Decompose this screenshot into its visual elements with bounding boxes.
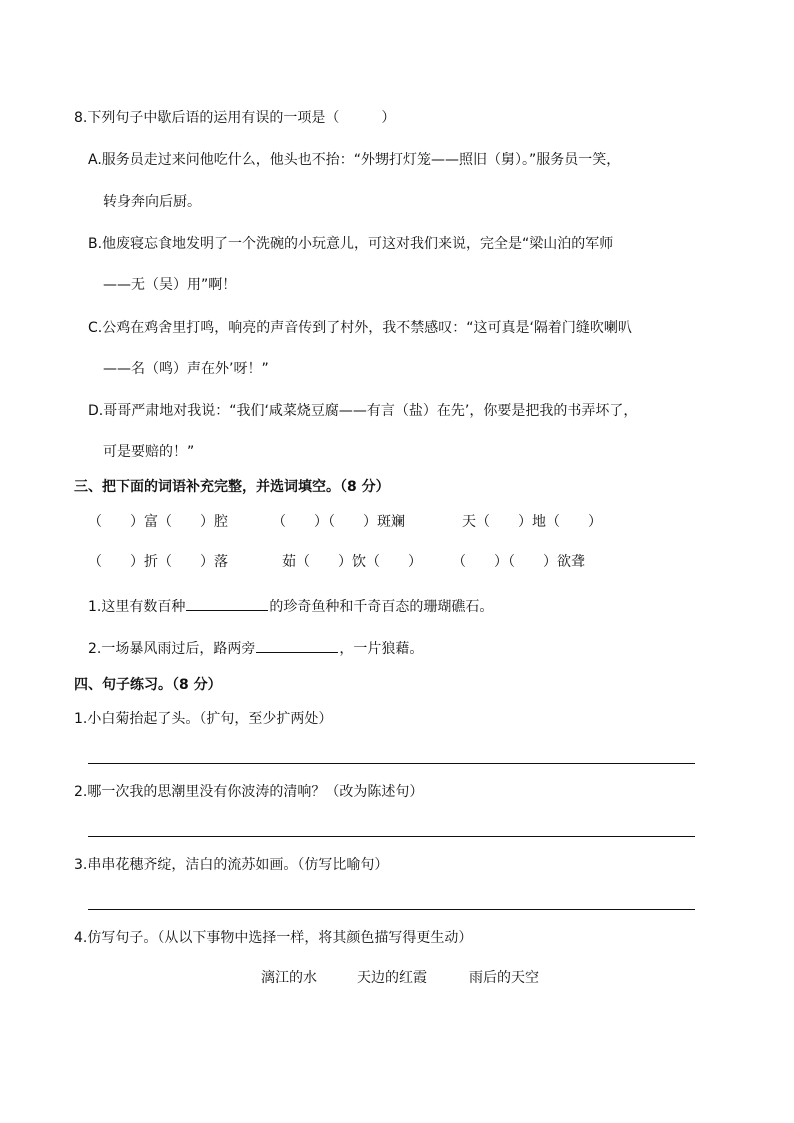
fill-blank-2[interactable] [256, 638, 338, 653]
option-lijiang-water: 漓江的水 [261, 970, 317, 986]
option-b-line2: ——无（吴）用”啊！ [103, 277, 237, 293]
fill-sentence-2-suffix: ，一片狼藉。 [339, 641, 424, 657]
word-blank-5: 茹（ ）饮（ ） [282, 554, 422, 570]
fill-blank-1[interactable] [186, 596, 268, 611]
exercise-1-answer-line[interactable] [88, 763, 695, 764]
exercise-1-prompt: 1.小白菊抬起了头。（扩句，至少扩两处） [74, 711, 333, 727]
exercise-4-prompt: 4.仿写句子。（从以下事物中选择一样，将其颜色描写得更生动） [74, 930, 473, 946]
section-3-title: 三、把下面的词语补充完整，并选词填空。（8 分） [74, 479, 390, 495]
word-blank-4: （ ）折（ ）落 [88, 554, 228, 570]
option-b-line1: B.他废寝忘食地发明了一个洗碗的小玩意儿，可这对我们来说，完全是“梁山泊的军师 [88, 236, 614, 252]
exercise-3-prompt: 3.串串花穗齐绽，洁白的流苏如画。（仿写比喻句） [74, 857, 389, 873]
fill-sentence-1-prefix: 这里有数百种 [101, 599, 186, 615]
exercise-2-answer-line[interactable] [88, 836, 695, 837]
word-blank-2: （ ）（ ）斑斓 [272, 514, 405, 530]
option-c-line2: ——名（鸣）声在外’呀！” [103, 361, 269, 377]
option-d-line1: D.哥哥严肃地对我说：“我们‘咸菜烧豆腐——有言（盐）在先’，你要是把我的书弄坏了， [88, 403, 638, 419]
exercise-3-answer-line[interactable] [88, 909, 695, 910]
option-c-line1: C.公鸡在鸡舍里打鸣，响亮的声音传到了村外，我不禁感叹：“这可真是‘隔着门缝吹喇叭 [88, 320, 632, 336]
exercise-2-prompt: 2.哪一次我的思潮里没有你波涛的清响？（改为陈述句） [74, 784, 424, 800]
fill-sentence-1 [88, 596, 493, 617]
fill-sentence-1-suffix: 的珍奇鱼种和千奇百态的珊瑚礁石。 [269, 599, 494, 615]
fill-sentence-1-number: 1. [88, 599, 102, 615]
option-a-line1: A.服务员走过来问他吃什么，他头也不抬：“外甥打灯笼——照旧（舅）。”服务员一笑， [88, 152, 621, 168]
option-red-clouds: 天边的红霞 [357, 970, 427, 986]
option-d-line2: 可是要赔的！” [103, 444, 195, 460]
fill-sentence-2 [88, 638, 423, 659]
fill-sentence-2-prefix: 一场暴风雨过后，路两旁 [101, 641, 256, 657]
fill-sentence-2-number: 2. [88, 641, 102, 657]
option-a-line2: 转身奔向后厨。 [103, 194, 201, 210]
option-sky-after-rain: 雨后的天空 [469, 970, 539, 986]
word-blank-1: （ ）富（ ）腔 [88, 514, 228, 530]
question-8-stem: 8.下列句子中歇后语的运用有误的一项是（ ） [74, 110, 396, 126]
section-4-title: 四、句子练习。（8 分） [74, 677, 222, 693]
word-blank-6: （ ）（ ）欲聋 [452, 554, 585, 570]
word-blank-3: 天（ ）地（ ） [462, 514, 602, 530]
